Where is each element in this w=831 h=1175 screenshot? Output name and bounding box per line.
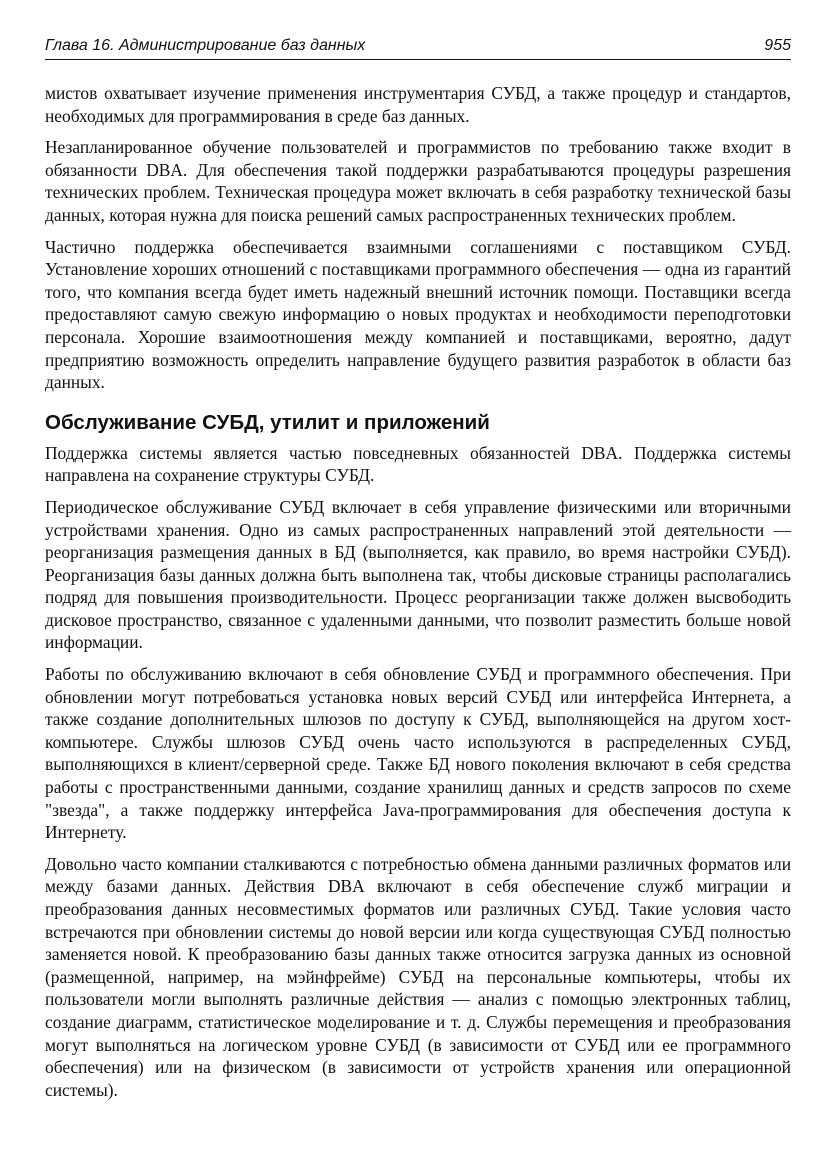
page-number: 955 — [764, 37, 791, 54]
paragraph: мистов охватывает изучение применения инструментария СУБД, а также процедур и стандартов, необходимых для программирования в среде баз данных. — [45, 83, 791, 126]
paragraph: Довольно часто компании сталкиваются с потребностью обмена данными различных форматов или между базами данных. Действия DBA включают в себя обеспечение служб миграции и преобразования данных несовместимых форматов или различных СУБД. Такие условия часто встречаются при обновлении системы до новой версии или когда существующая СУБД полностью заменяется новой. К преобразованию базы данных также относится загрузка данных из основной (размещенной, например, на мэйнфрейме) СУБД на персональные компьютеры, чтобы их пользователи могли выполнять различные действия — анализ с помощью электронных таблиц, создание диаграмм, статистическое моделирование и т. д. Службы перемещения и преобразования могут выполняться на логическом уровне СУБД (в зависимости от СУБД или ее программного обеспечения) или на физическом (в зависимости от устройств хранения или операционной системы). — [45, 853, 791, 1100]
section-heading: Обслуживание СУБД, утилит и приложений — [45, 410, 490, 434]
paragraph: Периодическое обслуживание СУБД включает в себя управление физическими или вторичными устройствами хранения. Одно из самых распространенных направлений этой деятельности — реорганизация размещения данных в БД (выполняется, как правило, во время настройки СУБД). Реорганизация базы данных должна быть выполнена так, чтобы дисковые страницы располагались подряд для повышения производительности. Процесс реорганизации также должен высвободить дисковое пространство, связанное с удаленными данными, что позволит разместить больше новой информации. — [45, 496, 791, 653]
page-body — [45, 82, 791, 1101]
book-page — [45, 36, 791, 1110]
paragraph: Работы по обслуживанию включают в себя обновление СУБД и программного обеспечения. При обновлении могут потребоваться установка новых версий СУБД или интерфейса Интернета, а также создание дополнительных шлюзов по доступу к СУБД, выполняющейся на другом хост-компьютере. Службы шлюзов СУБД очень часто используются в распределенных СУБД, выполняющихся в клиент/серверной среде. Также БД нового поколения включают в себя средства работы с пространственными данными, создание хранилищ данных и средств запросов по схеме "звезда", а также поддержку интерфейса Java-программирования для обеспечения доступа к Интернету. — [45, 664, 791, 843]
paragraph: Незапланированное обучение пользователей и программистов по требованию также входит в обязанности DBA. Для обеспечения такой поддержки разрабатываются процедуры разрешения технических проблем. Техническая процедура может включать в себя разработку технической базы данных, которая нужна для поиска решений самых распространенных технических проблем. — [45, 137, 791, 225]
paragraph: Частично поддержка обеспечивается взаимными соглашениями с поставщиком СУБД. Установление хороших отношений с поставщиками программного обеспечения — одна из гарантий того, что компания всегда будет иметь надежный внешний источник помощи. Поставщики всегда предоставляют самую свежую информацию о новых продуктах и необходимости переподготовки персонала. Хорошие взаимоотношения между компанией и поставщиками, вероятно, дадут предприятию возможность определить направление будущего развития разработок в области баз данных. — [45, 236, 791, 393]
running-header — [45, 36, 791, 60]
paragraph: Поддержка системы является частью повседневных обязанностей DBA. Поддержка системы направлена на сохранение структуры СУБД. — [45, 442, 791, 486]
chapter-title: Глава 16. Администрирование баз данных — [45, 37, 366, 54]
